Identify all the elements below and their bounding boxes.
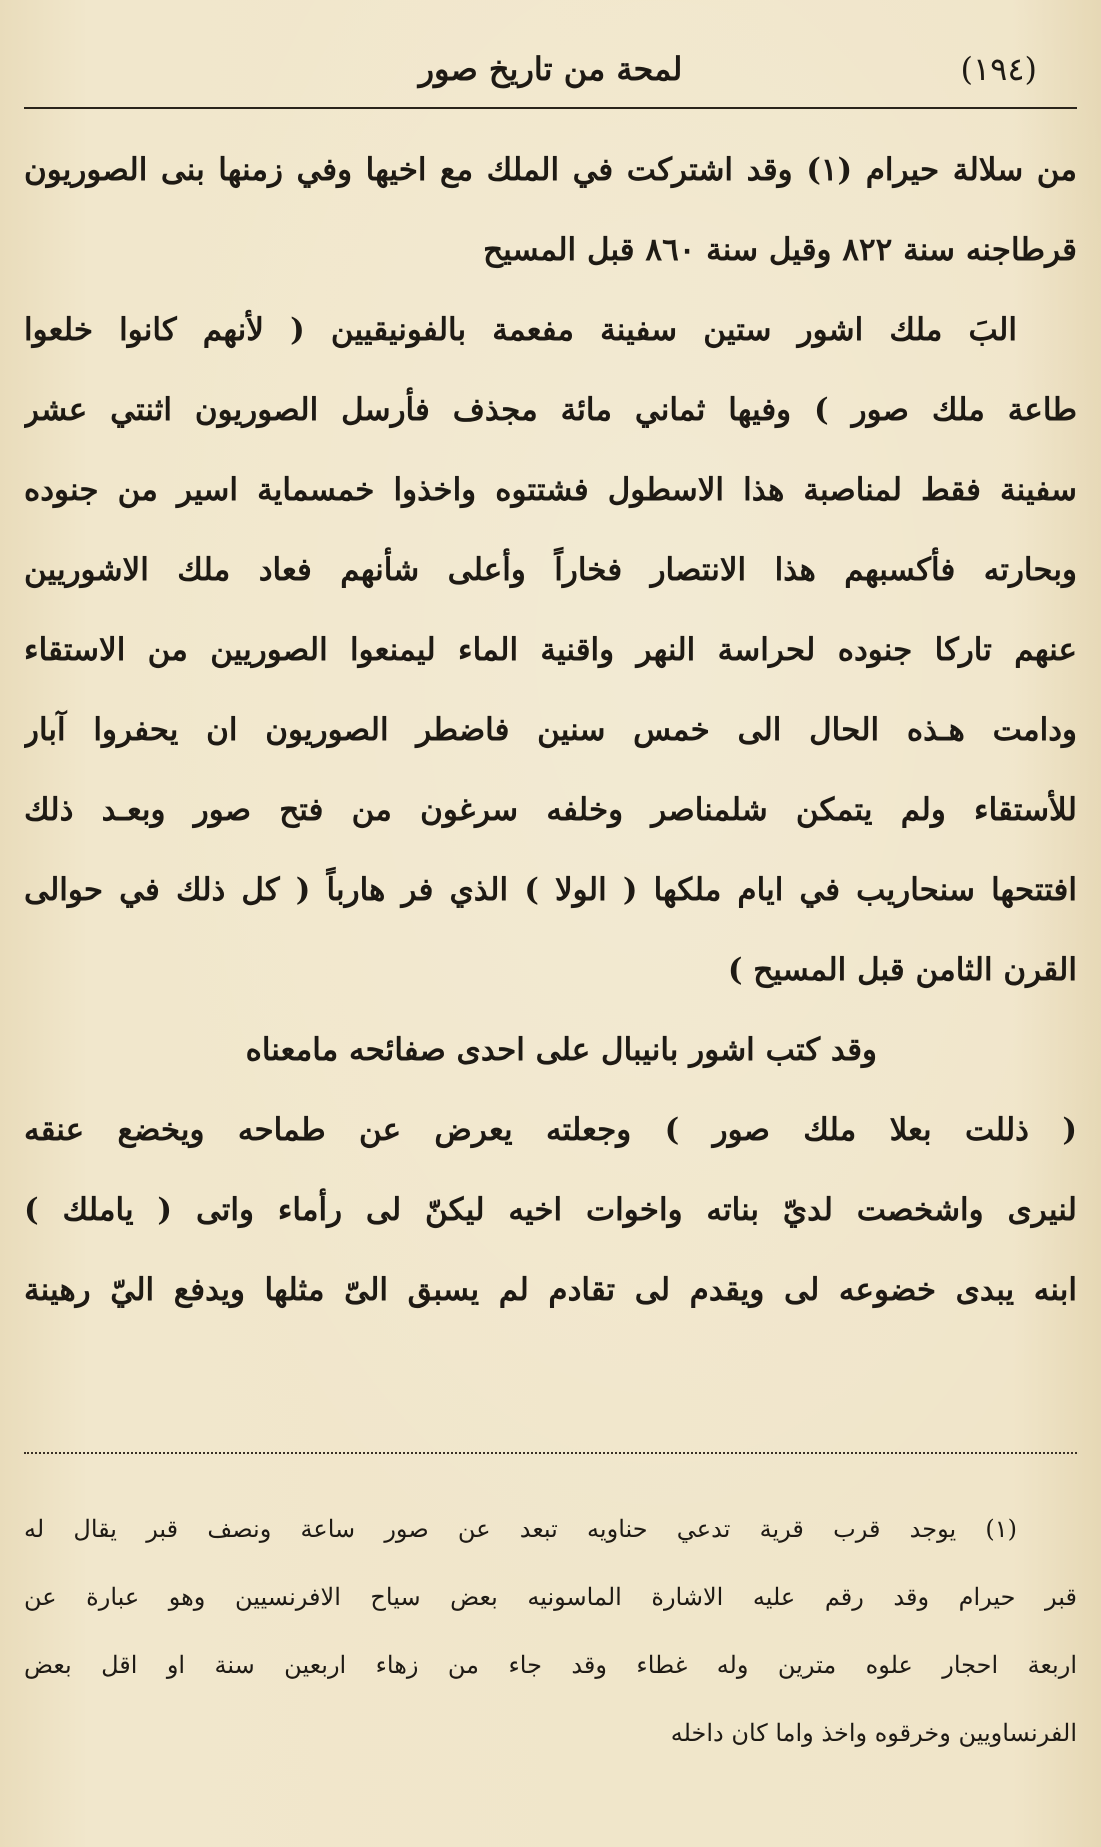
- footnote-line: الفرنساويين وخرقوه واخذ واما كان داخله: [670, 1719, 1077, 1747]
- body-line: طاعة ملك صور ) وفيها ثماني مائة مجذف فأرسل الصوريون اثنتي عشر: [24, 392, 1077, 428]
- body-line: البَ ملك اشور ستين سفينة مفعمة بالفونيقيين ( لأنهم كانوا خلعوا: [24, 312, 1017, 348]
- body-line: ودامت هـذه الحال الى خمس سنين فاضطر الصوريون ان يحفروا آبار: [24, 712, 1077, 748]
- body-line: وبحارته فأكسبهم هذا الانتصار فخاراً وأعلى شأنهم فعاد ملك الاشوريين: [24, 552, 1077, 588]
- page-number: (١٩٤): [960, 50, 1037, 88]
- footnote-line: قبر حيرام وقد رقم عليه الاشارة الماسونيه بعض سياح الافرنسيين وهو عبارة عن: [24, 1583, 1077, 1611]
- running-title: لمحة من تاريخ صور: [418, 50, 683, 88]
- footnote-line: (١) يوجد قرب قرية تدعي حناويه تبعد عن صور ساعة ونصف قبر يقال له: [24, 1515, 1017, 1543]
- body-line: افتتحها سنحاريب في ايام ملكها ( الولا ) الذي فر هارباً ( كل ذلك في حوالى: [24, 872, 1077, 908]
- page-header: [24, 44, 1077, 100]
- body-line: سفينة فقط لمناصبة هذا الاسطول فشتتوه واخذوا خمسماية اسير من جنوده: [24, 472, 1077, 508]
- body-text: [24, 130, 1077, 1330]
- header-rule: [24, 107, 1077, 109]
- footnote-line: اربعة احجار علوه مترين وله غطاء وقد جاء من زهاء اربعين سنة او اقل بعض: [24, 1651, 1077, 1679]
- body-line: للأستقاء ولم يتمكن شلمناصر وخلفه سرغون من فتح صور وبعـد ذلك: [24, 792, 1077, 828]
- body-line: وقد كتب اشور بانيبال على احدى صفائحه مامعناه: [245, 1032, 877, 1068]
- body-line: من سلالة حيرام (١) وقد اشتركت في الملك مع اخيها وفي زمنها بنى الصوريون: [24, 152, 1077, 188]
- body-line: ( ذللت بعلا ملك صور ) وجعلته يعرض عن طماحه ويخضع عنقه: [24, 1112, 1077, 1148]
- footnotes: [24, 1495, 1077, 1767]
- body-line: القرن الثامن قبل المسيح ): [727, 952, 1077, 988]
- body-line: قرطاجنه سنة ٨٢٢ وقيل سنة ٨٦٠ قبل المسيح: [483, 232, 1077, 268]
- body-line: ابنه يبدى خضوعه لى ويقدم لى تقادم لم يسبق الىّ مثلها ويدفع اليّ رهينة: [24, 1272, 1077, 1308]
- body-line: عنهم تاركا جنوده لحراسة النهر واقنية الماء ليمنعوا الصوريين من الاستقاء: [24, 632, 1077, 668]
- footnote-separator: [24, 1452, 1077, 1454]
- body-line: لنيرى واشخصت لديّ بناته واخوات اخيه ليكنّ لى رأماء واتى ( ياملك ): [24, 1192, 1077, 1228]
